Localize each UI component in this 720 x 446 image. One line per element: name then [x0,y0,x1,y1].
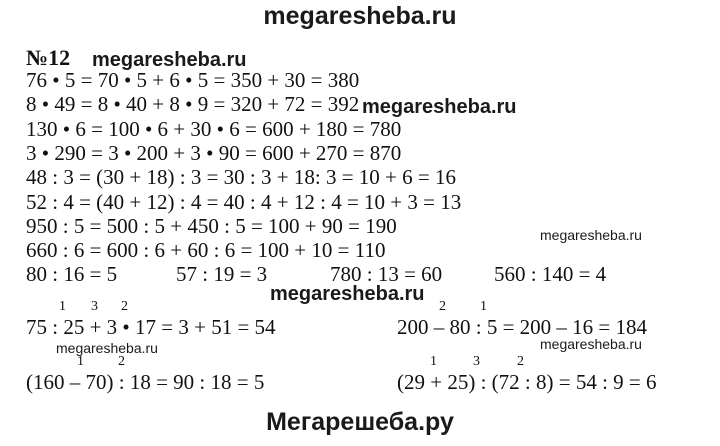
equation-line-4: 3 • 290 = 3 • 200 + 3 • 90 = 600 + 270 = 870 [26,141,402,165]
watermark-inline-3: megaresheba.ru [270,283,425,305]
expression-1: 75 : 25 + 3 • 17 = 3 + 51 = 54 [26,315,276,339]
expression-2: 200 – 80 : 5 = 200 – 16 = 184 [397,315,648,339]
order-mark: 2 [121,299,128,314]
order-mark: 3 [91,299,98,314]
watermark-top: megaresheba.ru [263,2,457,30]
division-3: 780 : 13 = 60 [330,262,443,286]
equation-line-2: 8 • 49 = 8 • 40 + 8 • 9 = 320 + 72 = 392 [26,92,360,116]
order-mark: 2 [118,354,125,369]
order-mark: 2 [439,299,446,314]
watermark-inline-1: megaresheba.ru [92,49,247,71]
equation-line-8: 660 : 6 = 600 : 6 + 60 : 6 = 100 + 10 = 110 [26,238,386,262]
equation-line-6: 52 : 4 = (40 + 12) : 4 = 40 : 4 + 12 : 4 = 10 + 3 = 13 [26,190,462,214]
watermark-inline-2: megaresheba.ru [362,96,517,118]
order-mark: 3 [473,354,480,369]
order-mark: 1 [480,299,487,314]
division-1: 80 : 16 = 5 [26,262,118,286]
order-mark: 1 [430,354,437,369]
division-2: 57 : 19 = 3 [176,262,268,286]
division-4: 560 : 140 = 4 [494,262,607,286]
watermark-small-1: megaresheba.ru [540,227,642,243]
order-mark: 1 [77,354,84,369]
watermark-small-2: megaresheba.ru [56,340,158,356]
problem-number: №12 [26,45,71,70]
watermark-small-3: megaresheba.ru [540,336,642,352]
expression-4: (29 + 25) : (72 : 8) = 54 : 9 = 6 [397,370,657,394]
equation-line-7: 950 : 5 = 500 : 5 + 450 : 5 = 100 + 90 = 190 [26,214,397,238]
equation-line-5: 48 : 3 = (30 + 18) : 3 = 30 : 3 + 18: 3 = 10 + 6 = 16 [26,165,456,189]
equation-line-3: 130 • 6 = 100 • 6 + 30 • 6 = 600 + 180 = 780 [26,117,402,141]
expression-3: (160 – 70) : 18 = 90 : 18 = 5 [26,370,265,394]
equation-line-1: 76 • 5 = 70 • 5 + 6 • 5 = 350 + 30 = 380 [26,68,360,92]
order-mark: 1 [59,299,66,314]
order-mark: 2 [517,354,524,369]
watermark-bottom: Мегарешеба.ру [266,408,454,436]
